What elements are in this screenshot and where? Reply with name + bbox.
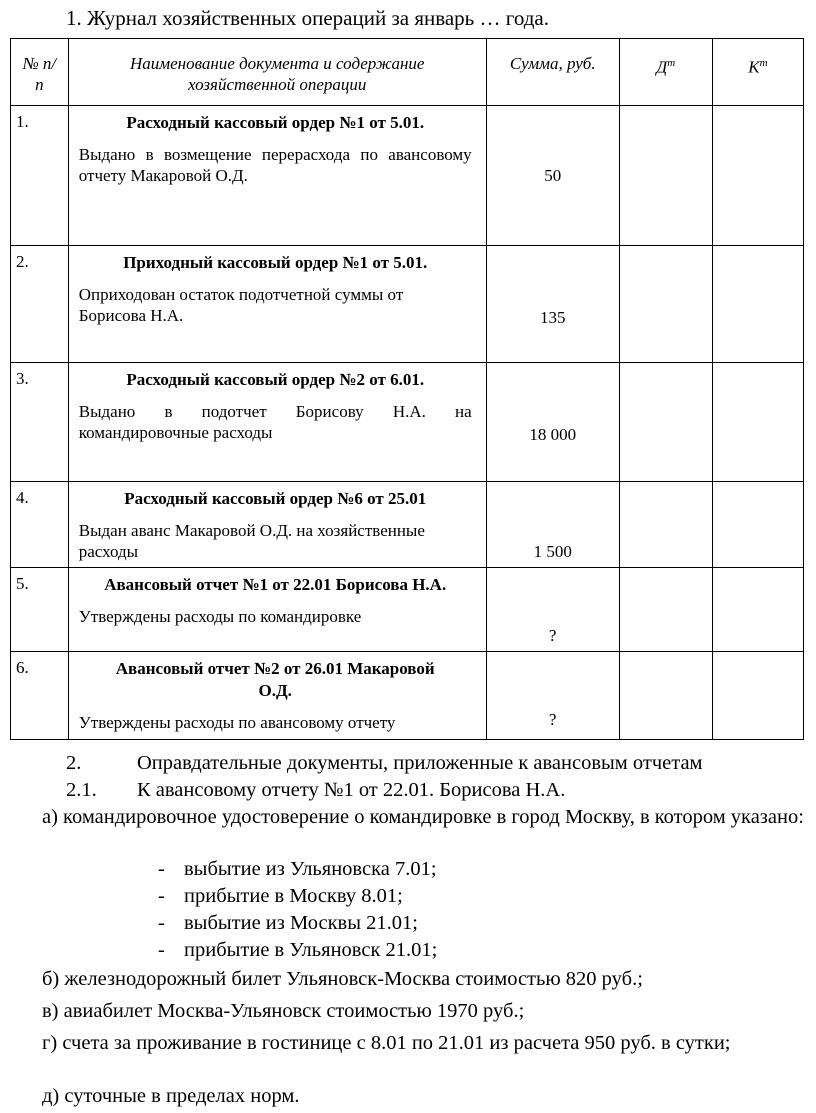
item-v: в) авиабилет Москва-Ульяновск стоимостью 1970 руб.; bbox=[42, 1000, 525, 1022]
section-2-title: Оправдательные документы, приложенные к авансовым отчетам bbox=[137, 752, 703, 774]
row-sum: 50 bbox=[486, 106, 619, 246]
row-document: Расходный кассовый ордер №2 от 6.01. bbox=[126, 370, 425, 389]
section-2-1-number: 2.1. bbox=[66, 779, 97, 801]
row-document: Приходный кассовый ордер №1 от 5.01. bbox=[123, 253, 428, 272]
header-sum: Сумма, руб. bbox=[486, 39, 619, 106]
header-name: Наименование документа и содержание хозяйственной операции bbox=[68, 39, 486, 106]
dash-item: прибытие в Ульяновск 21.01; bbox=[184, 939, 438, 961]
item-b: б) железнодорожный билет Ульяновск-Москва стоимостью 820 руб.; bbox=[42, 968, 643, 990]
row-credit bbox=[712, 106, 803, 246]
row-debit bbox=[619, 482, 712, 568]
row-number: 4. bbox=[11, 482, 69, 568]
row-number: 2. bbox=[11, 246, 69, 363]
dash-marker: - bbox=[158, 912, 165, 934]
row-credit bbox=[712, 652, 803, 740]
dash-item: выбытие из Ульяновска 7.01; bbox=[184, 858, 437, 880]
row-description bbox=[68, 246, 486, 363]
dash-marker: - bbox=[158, 858, 165, 880]
row-operation: Утверждены расходы по командировке bbox=[78, 607, 362, 626]
credit-label: $К^т$ bbox=[748, 57, 768, 77]
row-debit bbox=[619, 363, 712, 482]
row-document: Расходный кассовый ордер №6 от 25.01 bbox=[124, 489, 427, 508]
row-debit bbox=[619, 568, 712, 652]
table-row bbox=[11, 106, 804, 246]
debit-label: $Д^т$ bbox=[656, 57, 676, 77]
row-debit bbox=[619, 246, 712, 363]
table-row bbox=[11, 363, 804, 482]
row-operation: Утверждены расходы по авансовому отчету bbox=[78, 713, 396, 732]
row-debit bbox=[619, 106, 712, 246]
row-sum: ? bbox=[486, 568, 619, 652]
row-number: 5. bbox=[11, 568, 69, 652]
header-number: № п/п bbox=[11, 39, 69, 106]
row-credit bbox=[712, 482, 803, 568]
row-document: Авансовый отчет №2 от 26.01 Макаровой О.Д. bbox=[115, 659, 435, 700]
item-g: г) счета за проживание в гостинице с 8.01 по 21.01 из расчета 950 руб. в сутки; bbox=[42, 1032, 731, 1054]
table-row bbox=[11, 568, 804, 652]
item-a: а) командировочное удостоверение о командировке в город Москву, в котором указано: bbox=[42, 806, 804, 828]
row-description bbox=[68, 106, 486, 246]
table-row bbox=[11, 652, 804, 740]
operations-journal-table bbox=[10, 38, 804, 740]
row-credit bbox=[712, 246, 803, 363]
item-d: д) суточные в пределах норм. bbox=[42, 1085, 300, 1107]
table-header-row bbox=[11, 39, 804, 106]
row-number: 3. bbox=[11, 363, 69, 482]
row-credit bbox=[712, 568, 803, 652]
dash-marker: - bbox=[158, 939, 165, 961]
header-credit bbox=[712, 39, 803, 106]
row-operation: Выдан аванс Макаровой О.Д. на хозяйственные расходы bbox=[78, 521, 425, 561]
row-credit bbox=[712, 363, 803, 482]
table-row bbox=[11, 482, 804, 568]
row-debit bbox=[619, 652, 712, 740]
header-debit bbox=[619, 39, 712, 106]
row-document: Расходный кассовый ордер №1 от 5.01. bbox=[126, 113, 425, 132]
dash-item: выбытие из Москвы 21.01; bbox=[184, 912, 418, 934]
row-operation: Выдано в подотчет Борисову Н.А. на командировочные расходы bbox=[78, 402, 472, 442]
row-number: 1. bbox=[11, 106, 69, 246]
row-description bbox=[68, 568, 486, 652]
row-description bbox=[68, 363, 486, 482]
dash-item: прибытие в Москву 8.01; bbox=[184, 885, 403, 907]
section-2-1-title: К авансовому отчету №1 от 22.01. Борисова Н.А. bbox=[137, 779, 566, 801]
row-sum: 1 500 bbox=[486, 482, 619, 568]
row-document: Авансовый отчет №1 от 22.01 Борисова Н.А. bbox=[104, 575, 447, 594]
row-description bbox=[68, 652, 486, 740]
row-sum: 18 000 bbox=[486, 363, 619, 482]
section-2-number: 2. bbox=[66, 752, 82, 774]
row-sum: ? bbox=[486, 652, 619, 740]
dash-marker: - bbox=[158, 885, 165, 907]
row-description bbox=[68, 482, 486, 568]
row-operation: Выдано в возмещение перерасхода по авансовому отчету Макаровой О.Д. bbox=[78, 145, 472, 185]
journal-title: 1. Журнал хозяйственных операций за январь … года. bbox=[66, 6, 549, 30]
row-number: 6. bbox=[11, 652, 69, 740]
row-operation: Оприходован остаток подотчетной суммы от Борисова Н.А. bbox=[78, 285, 404, 325]
table-row bbox=[11, 246, 804, 363]
row-sum: 135 bbox=[486, 246, 619, 363]
